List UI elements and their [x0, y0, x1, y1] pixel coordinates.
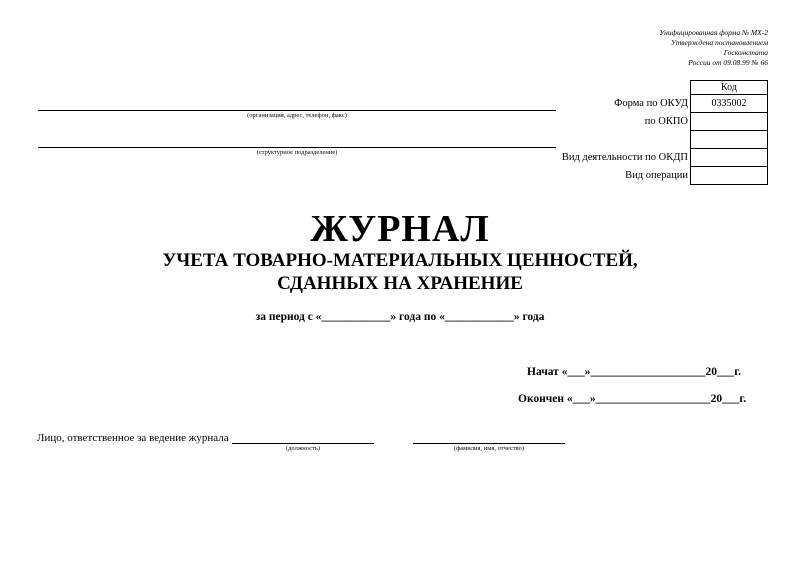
started-date: Начат «___»____________________20___г. — [527, 366, 741, 378]
form-note-line: России от 09.08.99 № 66 — [688, 58, 768, 67]
full-name-line[interactable] — [413, 443, 565, 444]
journal-subtitle-line1: УЧЕТА ТОВАРНО-МАТЕРИАЛЬНЫХ ЦЕННОСТЕЙ, — [162, 250, 638, 271]
form-note-line: Госкомстата — [723, 48, 768, 57]
okdp-code-cell[interactable] — [691, 149, 768, 167]
organization-caption: (организация, адрес, телефон, факс) — [247, 112, 347, 119]
operation-code-cell[interactable] — [691, 167, 768, 185]
unified-form-note — [659, 28, 768, 68]
blank-code-cell[interactable] — [691, 131, 768, 149]
position-caption: (должность) — [285, 445, 321, 452]
department-line[interactable] — [38, 147, 556, 148]
period-line: за период с «____________» года по «____________» года — [255, 311, 545, 323]
okud-label: Форма по ОКУД — [614, 98, 688, 109]
journal-title: ЖУРНАЛ — [310, 208, 490, 250]
journal-subtitle-line2: СДАННЫХ НА ХРАНЕНИЕ — [277, 273, 523, 294]
codes-table — [690, 80, 768, 185]
responsible-label: Лицо, ответственное за ведение журнала — [37, 432, 229, 444]
department-caption: (структурное подразделение) — [256, 149, 338, 156]
okdp-label: Вид деятельности по ОКДП — [561, 152, 688, 163]
codes-header: Код — [691, 81, 768, 95]
position-line[interactable] — [232, 443, 374, 444]
full-name-caption: (фамилия, имя, отчество) — [453, 445, 525, 452]
okpo-code-cell[interactable] — [691, 113, 768, 131]
okpo-label: по ОКПО — [644, 116, 688, 127]
operation-label: Вид операции — [625, 170, 688, 181]
form-note-line: Утверждена постановлением — [670, 38, 768, 47]
finished-date: Окончен «___»____________________20___г. — [518, 393, 747, 405]
form-note-line: Унифицированная форма № МХ-2 — [659, 28, 768, 37]
organization-line[interactable] — [38, 110, 556, 111]
okud-code-cell[interactable]: 0335002 — [691, 95, 768, 113]
